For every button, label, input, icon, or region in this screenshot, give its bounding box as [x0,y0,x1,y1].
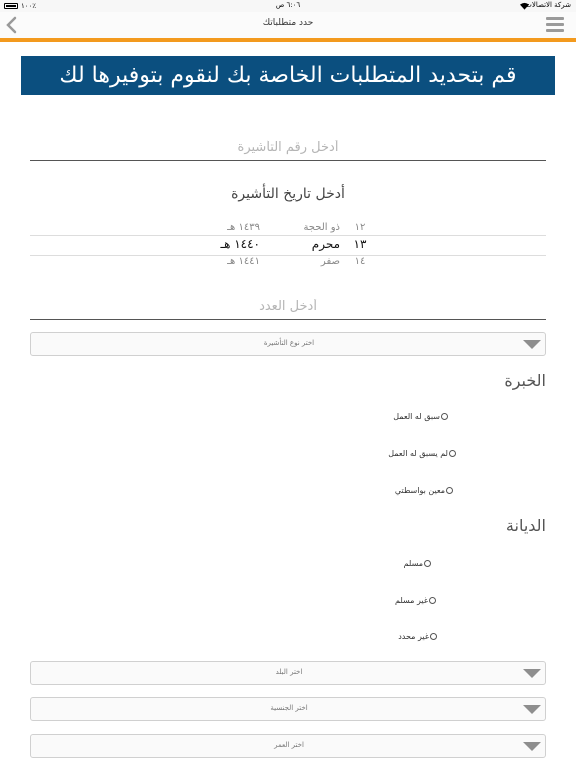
radio-label: سبق له العمل [393,412,440,421]
picker-month: صفر [320,256,340,267]
radio-circle-icon [424,560,431,567]
requirements-banner: قم بتحديد المتطلبات الخاصة بك لنقوم بتوفيرها لك [21,56,555,95]
radio-label: مسلم [403,559,423,568]
picker-year: ١٤٤١ هـ [227,256,260,267]
count-input[interactable] [30,293,546,320]
picker-day: ١٣ [353,237,367,251]
radio-circle-icon [449,450,456,457]
status-time: ٦:٠٦ ص [275,1,301,9]
picker-year: ١٤٤٠ هـ [220,237,260,251]
carrier-name: شركة الاتصالات [525,1,571,9]
status-bar [0,0,576,12]
experience-option-appointed[interactable] [395,486,453,495]
radio-label: غير محدد [398,632,429,641]
religion-option-non-muslim[interactable] [395,596,436,605]
dropdown-arrow-icon [523,742,541,751]
nationality-label: اختر الجنسية [270,704,308,712]
visa-date-picker[interactable] [30,210,546,280]
visa-type-label: اختر نوع التأشيرة [263,339,315,347]
radio-circle-icon [441,413,448,420]
radio-circle-icon [430,633,437,640]
experience-option-previous-work[interactable] [393,412,448,421]
visa-type-select[interactable] [30,332,546,356]
picker-month: ذو الحجة [303,222,340,233]
picker-row-selected[interactable] [30,237,546,253]
experience-title: الخبرة [504,371,546,390]
radio-label: غير مسلم [395,596,428,605]
radio-circle-icon [429,597,436,604]
page-title: حدد متطلباتك [262,18,314,28]
picker-row-next[interactable] [30,256,546,272]
nationality-select[interactable] [30,697,546,721]
country-label: اختر البلد [275,668,303,676]
religion-option-muslim[interactable] [404,559,431,568]
picker-selection-line [30,235,546,236]
radio-circle-icon [446,487,453,494]
picker-year: ١٤٣٩ هـ [227,222,260,233]
navigation-bar [0,12,576,42]
picker-day: ١٢ [354,222,366,233]
picker-day: ١٤ [354,256,366,267]
hamburger-menu-icon[interactable] [546,17,564,33]
dropdown-arrow-icon [523,705,541,714]
dropdown-arrow-icon [523,669,541,678]
dropdown-arrow-icon [523,340,541,349]
experience-option-no-work[interactable] [388,449,456,458]
picker-month: محرم [311,237,340,251]
visa-number-input[interactable] [30,134,546,161]
radio-label: لم يسبق له العمل [388,449,448,458]
age-select[interactable] [30,734,546,758]
religion-title: الديانة [505,516,546,535]
visa-date-label: أدخل تاريخ التأشيرة [231,186,345,202]
battery-percent: ١٠٠٪ [21,2,37,10]
age-label: اختر العمر [274,741,304,749]
country-select[interactable] [30,661,546,685]
religion-option-unspecified[interactable] [398,632,437,641]
radio-label: معين بواسطتي [394,486,445,495]
